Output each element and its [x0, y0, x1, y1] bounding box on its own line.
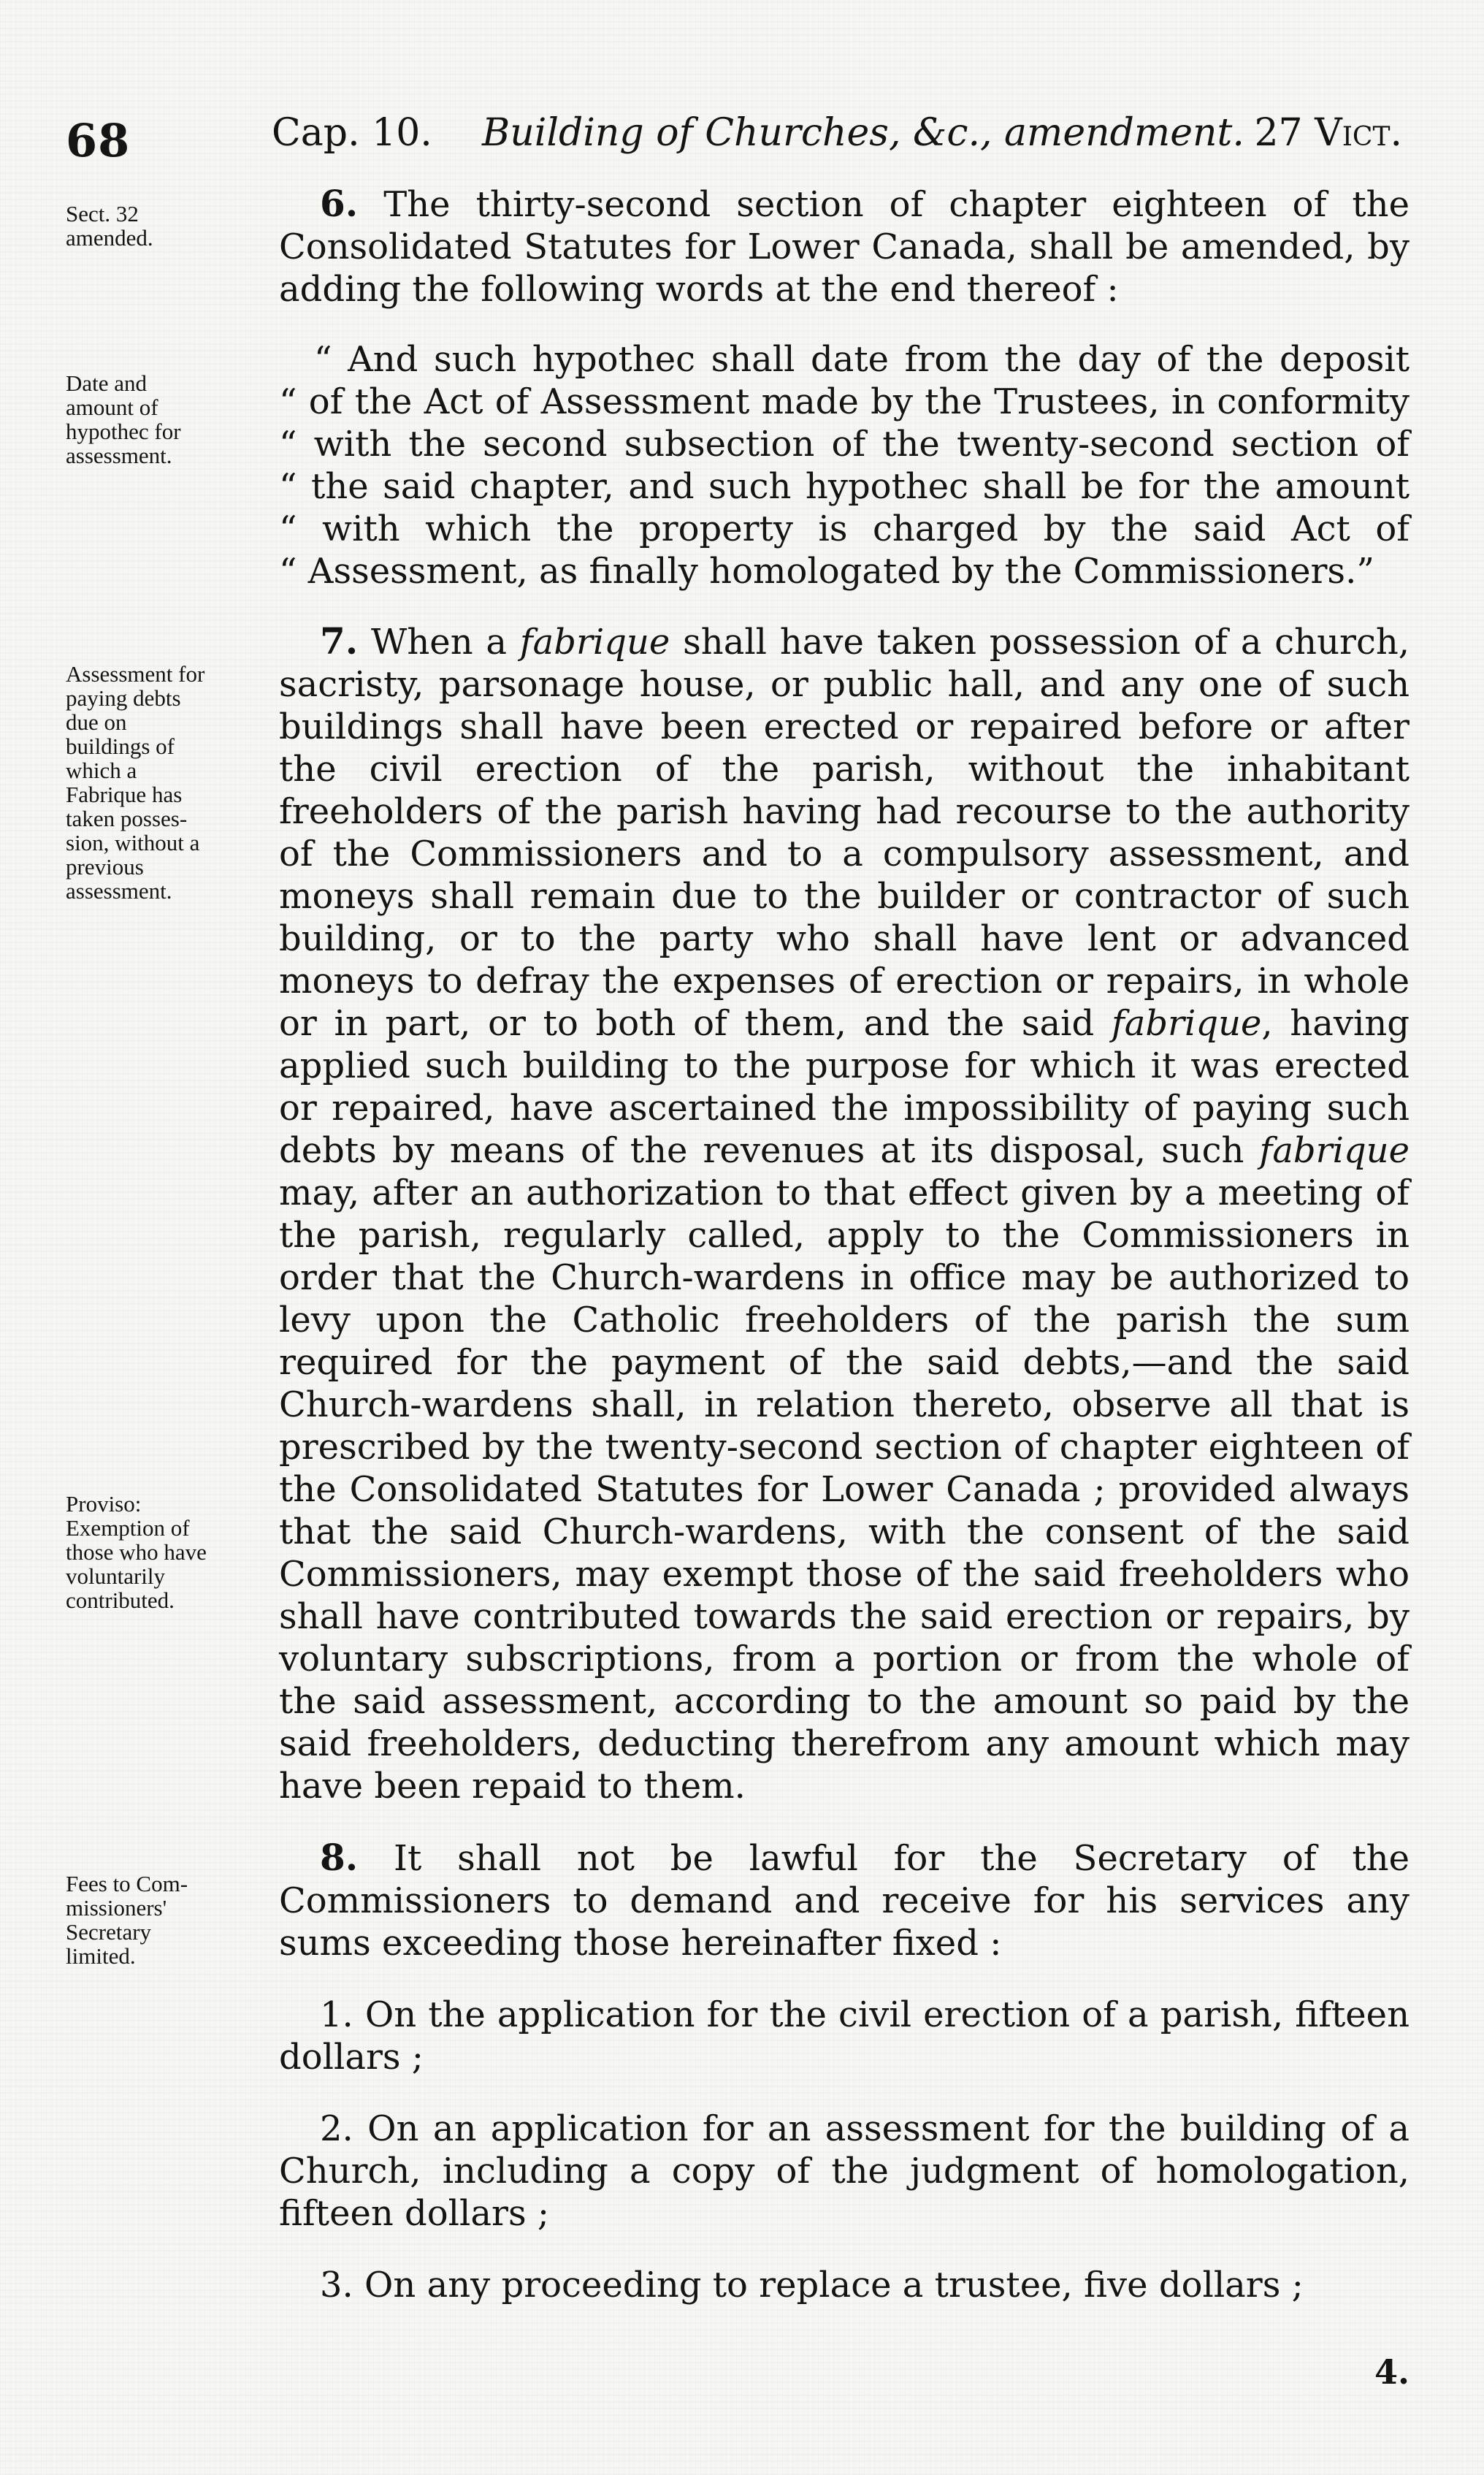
quoted-amendment — [279, 338, 1410, 592]
chapter-label: Cap. 10. — [272, 111, 432, 155]
section-text: shall have taken possession of a church, sacristy, parsonage house, or public hall, and any one of such buildings shall have been erected or repaired before or after the civil erection of the parish, without the inhabitant freeholders of the parish having had recourse to the authority of the Commissioners and to a compulsory assessment, and moneys shall remain due to the builder or contractor of such building, or to the party who shall have lent or advanced moneys to defray the expenses of erection or repairs, in whole or in part, or to both of them, and the said — [279, 622, 1410, 1044]
margin-note-fees: Fees to Com- missioners' Secretary limited. — [66, 1871, 188, 1969]
section-6 — [279, 183, 1410, 310]
regnal-year: 27 Vict. — [1254, 111, 1402, 155]
section-number: 8. — [320, 1836, 359, 1879]
quote-line: “ Assessment, as finally homologated by the Commissioners.” — [279, 551, 1374, 592]
section-number: 6. — [320, 182, 359, 225]
section-8 — [279, 1837, 1410, 1964]
page-number: 68 — [66, 114, 131, 167]
catchword: 4. — [1374, 2352, 1410, 2392]
margin-note-hypothec: Date and amount of hypothec for assessment. — [66, 370, 181, 468]
quote-line: “ And such hypothec shall date from the day of the deposit — [314, 339, 1410, 380]
italic-term: fabrique — [1111, 1003, 1262, 1044]
fee-item: 2. On an application for an assessment for the building of a Church, including a copy of the judgment of homologation, fifteen dollars ; — [279, 2108, 1410, 2234]
quote-line: “ the said chapter, and such hypothec shall be for the amount — [279, 466, 1410, 507]
section-text: , having applied such building to the purpose for which it was erected or repaired, have ascertained the impossibility of paying such debts by means of the revenues at its disposal, such — [279, 1003, 1410, 1171]
margin-note-assessment: Assessment for paying debts due on buildings of which a Fabrique has taken posses- sion, without a previous assessment. — [66, 661, 205, 904]
section-number: 7. — [320, 619, 359, 663]
section-text: It shall not be lawful for the Secretary of the Commissioners to demand and receive for his services any sums exceeding those hereinafter fixed : — [279, 1838, 1410, 1964]
section-text: The thirty-second section of chapter eighteen of the Consolidated Statutes for Lower Canada, shall be amended, by adding the following words at the end thereof : — [279, 184, 1410, 310]
running-header — [66, 101, 1402, 174]
margin-note-sect-32: Sect. 32 amended. — [66, 201, 153, 251]
fee-item: 1. On the application for the civil erection of a parish, fifteen dollars ; — [279, 1994, 1410, 2078]
running-title: Building of Churches, &c., amendment. — [482, 111, 1244, 155]
quote-line: “ with the second subsection of the twenty-second section of — [279, 424, 1410, 465]
margin-note-proviso: Proviso: Exemption of those who have voluntarily contributed. — [66, 1491, 207, 1613]
italic-term: fabrique — [519, 622, 670, 663]
italic-term: fabrique — [1259, 1130, 1410, 1171]
quote-line: “ of the Act of Assessment made by the Trustees, in conformity — [279, 381, 1410, 422]
fee-item: 3. On any proceeding to replace a trustee, five dollars ; — [320, 2265, 1304, 2306]
quote-line: “ with which the property is charged by the said Act of — [279, 508, 1410, 549]
section-7 — [279, 620, 1410, 1807]
main-text — [279, 183, 1410, 2306]
section-text: may, after an authorization to that effect given by a meeting of the parish, regularly called, apply to the Commissioners in order that the Church-wardens in office may be authorized to levy upon the Catholic freeholders of the parish the sum required for the payment of the said debts,—and the said Church-wardens shall, in relation thereto, observe all that is prescribed by the twenty-second section of chapter eighteen of the Consolidated Statutes for Lower Canada ; provided always that the said Church-wardens, with the consent of the said Commissioners, may exempt those of the said freeholders who shall have contributed towards the said erection or repairs, by voluntary subscriptions, from a portion or from the whole of the said assessment, according to the amount so paid by the said freeholders, deducting therefrom any amount which may have been repaid to them. — [279, 1172, 1410, 1807]
section-text: When a — [371, 622, 508, 663]
